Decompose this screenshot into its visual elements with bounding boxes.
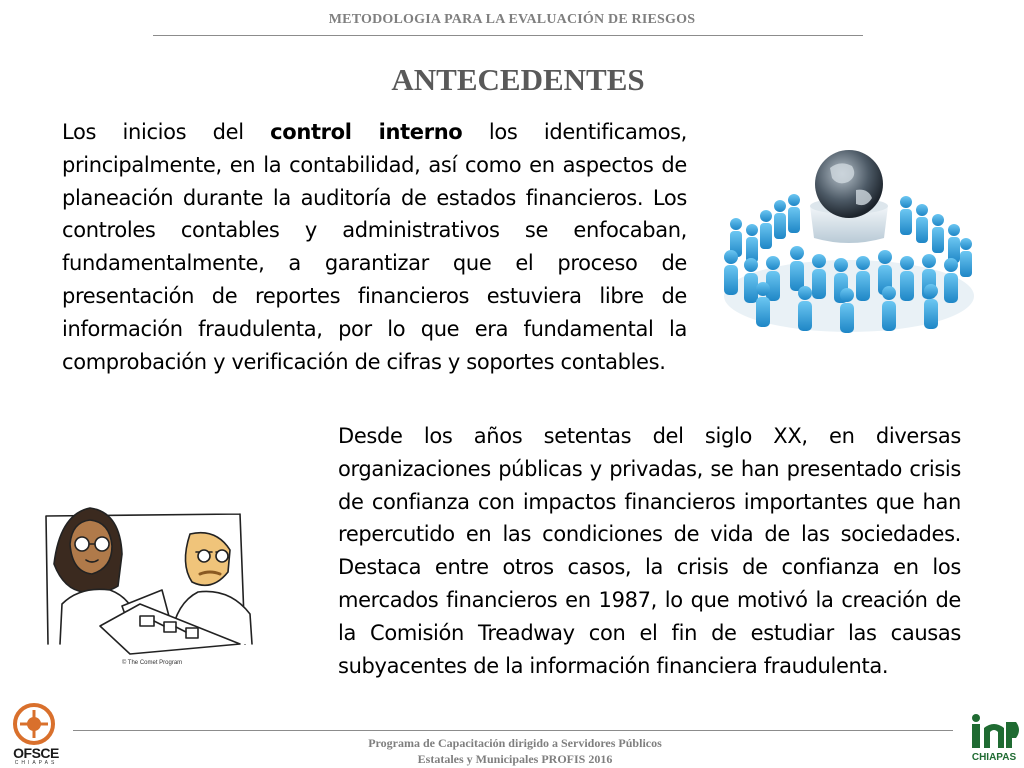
paragraph-treadway: Desde los años setentas del siglo XX, en diversas organizaciones públicas y privadas, se han presentado crisis de confianza con impactos financieros importantes que han repercutido en las condiciones de vida de las sociedades. Destaca entre otros casos, la crisis de confianza en los mercados financieros en 1987, lo que motivó la creación de la Comisión Treadway con el fin de estudiar las causas subyacentes de la información financiera fraudulenta. [338,424,961,678]
cartoon-caption: © The Comet Program [121,660,183,666]
paragraph-control-interno [62,116,687,378]
header-divider [153,35,863,36]
slide-title: ANTECEDENTES [391,62,645,97]
footer-line-1: Programa de Capacitación dirigido a Servidores Públicos [368,736,662,750]
presentation-header: METODOLOGIA PARA LA EVALUACIÓN DE RIESGOS [328,12,696,27]
footer-line-2: Estatales y Municipales PROFIS 2016 [417,752,613,766]
paragraph1-bold-term: control interno [270,120,463,144]
paragraph1-text-end: los identificamos, principalmente, en la contabilidad, así como en aspectos de planeación durante la auditoría de estados financieros. Los controles contables y administrativos se enfocaban, fundamentalmente, a garantizar que el proceso de presentación de reportes financieros estuviera libre de información fraudulenta, por lo que era fundamental la comprobación y verificación de cifras y soportes contables. [62,120,687,374]
ofsce-logo-subtext: CHIAPAS [14,760,58,766]
auditors-cartoon-image [40,494,265,669]
ofsce-logo-text: OFSCE [13,745,59,761]
globe-people-image [718,146,980,336]
paragraph1-text-start: Los inicios del [62,120,271,144]
footer-divider [73,730,953,731]
iap-chiapas-logo-text: CHIAPAS [971,752,1017,763]
footer-text [300,735,730,767]
